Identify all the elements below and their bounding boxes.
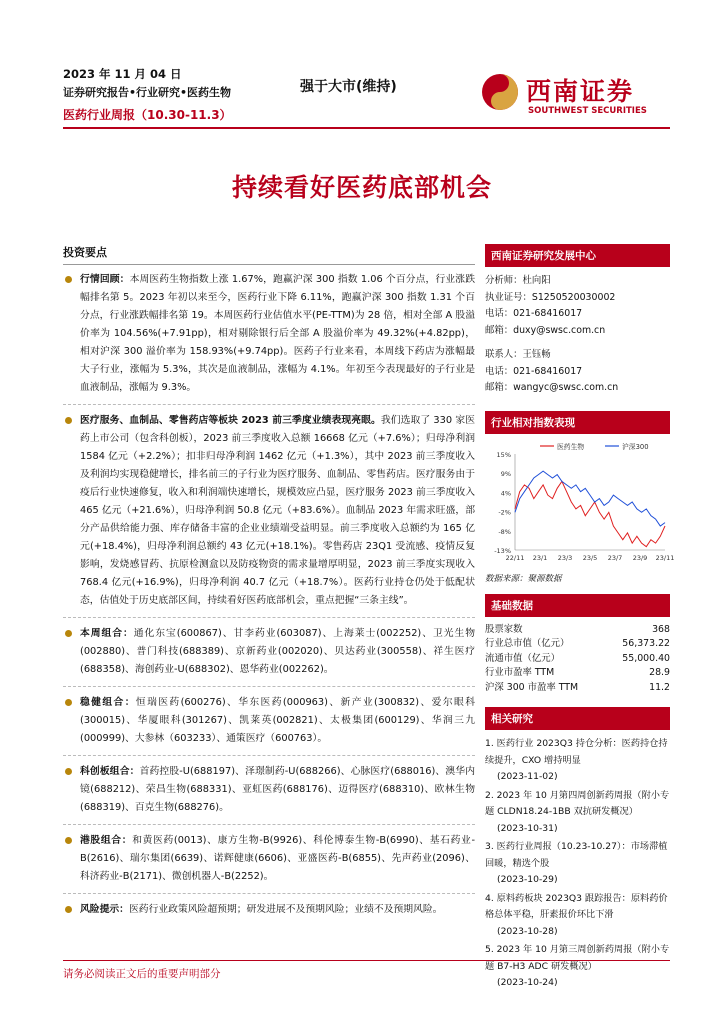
basic-data-value: 28.9 — [649, 667, 670, 678]
logo-text-en: SOUTHWEST SECURITIES — [528, 106, 647, 116]
legend-label: 医药生物 — [557, 442, 585, 451]
report-title: 持续看好医药底部机会 — [231, 173, 492, 202]
bullet-divider — [63, 755, 475, 756]
basic-data-row — [485, 637, 670, 652]
bullet-text: 我们选取了 330 家医药上市公司（包含科创板），2023 前三季度收入总额 16668 亿元（+7.6%）；归母净利润 1584 亿元（+2.2%）；扣非归母净利润 1462 亿元（+1.3%），其中 2023 前三季度收入及利润均实现稳健增长，排名前三的子行业为医疗服务、血制品、零售药店。医疗服务由于疫后行业快速修复，收入和利润端快速增长，规模效应凸显，医疗服务 2023 前三季度收入 465 亿元（+21.6%），归母净利润 50.8 亿元（+83.6%）。血制品 2023 年需求旺盛，部分产品供给能力强、库存储备丰富的企业业绩端受益明显。前三季度收入总额约为 165 亿元(+18.4%)，归母净利润总额约 43 亿元(+18.1%)。零售药店 23Q1 受流感、疫情反复影响，发烧感冒药、抗原检测盒以及防疫物资的需求量增厚明显，2023 前三季度实现收入 768.4 亿元(+16.9%)，归母净利润 40.7 亿元（+18.7%）。医药行业持仓仍处于低配状态，估值处于历史底部区间，持续看好医药底部机会，重点把握“三条主线”。 — [80, 415, 475, 606]
sidebar — [485, 244, 675, 994]
investment-highlights — [63, 244, 475, 926]
basic-data-table — [485, 623, 670, 696]
company-logo — [480, 70, 670, 120]
bullet-dot-icon — [65, 276, 72, 283]
basic-data-key: 行业市盈率 TTM — [485, 667, 555, 678]
basic-data-key: 股票家数 — [485, 623, 523, 635]
related-research-date: (2023-10-28) — [497, 925, 558, 937]
related-research-header: 相关研究 — [485, 707, 670, 730]
bullet-divider — [63, 686, 475, 687]
report-type: 证券研究报告•行业研究•医药生物 — [63, 86, 232, 99]
related-research-list — [485, 736, 670, 992]
basic-data-row — [485, 652, 670, 667]
bullet-item — [63, 271, 475, 397]
related-research-item[interactable] — [485, 839, 670, 889]
contact-email[interactable]: 邮箱：wangyc@swsc.com.cn — [485, 382, 619, 393]
research-center-header: 西南证券研究发展中心 — [485, 244, 670, 267]
bullet-text: 和黄医药(0013)、康方生物-B(9926)、科伦博泰生物-B(6990)、基石药业-B(2616)、瑞尔集团(6639)、诺辉健康(6606)、亚盛医药-B(6855)、先声药业(2096)、科济药业-B(2171)、微创机器人-B(2252)。 — [80, 835, 476, 882]
basic-data-row — [485, 666, 670, 681]
section-title: 投资要点 — [63, 244, 475, 265]
bullet-dot-icon — [65, 417, 72, 424]
x-tick-label: 23/5 — [582, 553, 598, 562]
related-research-title: 2. 2023 年 10 月第四周创新药周报（附小专题 CLDN18.24-1BB 双抗研发概况） — [485, 789, 670, 817]
logo-mark-icon — [480, 72, 520, 112]
analyst-name: 分析师：杜向阳 — [485, 275, 551, 286]
bullet-divider — [63, 824, 475, 825]
bullet-divider — [63, 893, 475, 894]
related-research-item[interactable] — [485, 891, 670, 941]
bullet-item — [63, 901, 475, 919]
analyst-phone: 电话：021-68416017 — [485, 308, 583, 319]
x-tick-label: 23/3 — [557, 553, 573, 562]
bullet-text: 首药控股-U(688197)、泽璟制药-U(688266)、心脉医疗(688016)、澳华内镜(688212)、荣昌生物(688331)、亚虹医药(688176)、迈得医疗(688310)、欧林生物(688319)、百克生物(688276)。 — [80, 766, 476, 813]
bullet-divider — [63, 617, 475, 618]
logo-text-cn: 西南证券 — [526, 77, 635, 106]
bullet-label: 行情回顾： — [80, 274, 130, 285]
bullet-label: 本周组合： — [80, 628, 134, 639]
bullet-label: 医疗服务、血制品、零售药店等板块 2023 前三季度业绩表现亮眼。 — [80, 415, 381, 426]
legend-label: 沪深300 — [622, 442, 649, 451]
related-research-date: (2023-10-24) — [497, 977, 558, 988]
data-source: 数据来源：聚源数据 — [485, 573, 562, 584]
y-tick-label: 15% — [496, 450, 511, 459]
report-date: 2023 年 11 月 04 日 — [63, 67, 182, 81]
x-tick-label: 23/9 — [632, 553, 648, 562]
y-tick-label: -8% — [498, 527, 511, 536]
basic-data-row — [485, 623, 670, 638]
bullet-item — [63, 625, 475, 679]
related-research-item[interactable] — [485, 942, 670, 992]
basic-data-value: 55,000.40 — [622, 652, 670, 664]
bullet-text: 通化东宝(600867)、甘李药业(603087)、上海莱士(002252)、卫光生物(002880)、普门科技(688389)、京新药业(002020)、贝达药业(300558)、祥生医疗(688358)、海创药业-U(688302)、恩华药业(002262)。 — [80, 628, 475, 675]
related-research-date: (2023-10-29) — [497, 874, 558, 885]
relative-index-chart — [485, 440, 675, 570]
bullet-item — [63, 412, 475, 610]
related-research-title: 1. 医药行业 2023Q3 持仓分析：医药持仓持续提升，CXO 增持明显 — [485, 738, 668, 766]
basic-data-key: 行业总市值（亿元） — [485, 638, 570, 649]
bullet-text: 恒瑞医药(600276)、华东医药(000963)、新产业(300832)、爱尔眼科(300015)、华厦眼科(301267)、凯莱英(002821)、太极集团(600129)、华润三九(000999)、大参林（603233）、通策医疗（600763）。 — [80, 697, 475, 744]
header-divider — [63, 127, 670, 129]
bullet-label: 风险提示： — [80, 904, 129, 915]
related-research-title: 5. 2023 年 10 月第三周创新药周报（附小专题 B7-H3 ADC 研发概况） — [485, 944, 670, 972]
y-tick-label: -2% — [498, 508, 511, 517]
report-series: 医药行业周报（10.30-11.3） — [63, 108, 232, 122]
bullet-label: 稳健组合： — [80, 697, 136, 708]
basic-data-value: 11.2 — [649, 681, 670, 693]
bullet-list — [63, 271, 475, 919]
basic-data-header: 基础数据 — [485, 594, 670, 617]
bullet-dot-icon — [65, 837, 72, 844]
y-tick-label: -13% — [494, 546, 511, 555]
analyst-email[interactable]: 邮箱：duxy@swsc.com.cn — [485, 324, 606, 336]
x-tick-label: 22/11 — [505, 553, 525, 562]
contact-phone: 电话：021-68416017 — [485, 365, 583, 377]
bullet-item — [63, 763, 475, 817]
basic-data-row — [485, 681, 670, 696]
series-line-csi300 — [515, 471, 665, 526]
footer-divider — [63, 960, 670, 961]
x-tick-label: 23/11 — [655, 553, 675, 562]
basic-data-value: 368 — [652, 623, 670, 635]
disclaimer-note: 请务必阅读正文后的重要声明部分 — [63, 968, 221, 980]
bullet-dot-icon — [65, 906, 72, 913]
bullet-item — [63, 832, 475, 886]
bullet-text: 本周医药生物指数上涨 1.67%，跑赢沪深 300 指数 1.06 个百分点，行业涨跌幅排名第 5。2023 年初以来至今，医药行业下降 6.11%，跑赢沪深 300 指数 1.31 个百分点，行业涨跌幅排名第 19。本周医药行业估值水平(PE-TTM)为 28 倍，相对全部 A 股溢价率为 104.56%(+7.91pp)，相对剔除银行后全部 A 股溢价率为 49.32%(+4.82pp)，相对沪深 300 溢价率为 158.93%(+9.74pp)。医药子行业来看，本周线下药店为涨幅最大子行业，涨幅为 5.3%，其次是血液制品，涨幅为 4.1%。年初至今表现最好的子行业是血液制品，涨幅为 9.3%。 — [80, 274, 475, 393]
related-research-date: (2023-10-31) — [497, 822, 558, 834]
basic-data-key: 流通市值（亿元） — [485, 652, 561, 664]
basic-data-value: 56,373.22 — [622, 638, 670, 649]
y-tick-label: 9% — [500, 469, 511, 478]
related-research-item[interactable] — [485, 788, 670, 838]
y-tick-label: 4% — [500, 488, 511, 497]
bullet-divider — [63, 404, 475, 405]
bullet-item — [63, 694, 475, 748]
index-chart-header: 行业相对指数表现 — [485, 411, 670, 434]
basic-data-key: 沪深 300 市盈率 TTM — [485, 681, 579, 693]
bullet-dot-icon — [65, 630, 72, 637]
bullet-text: 医药行业政策风险超预期；研发进展不及预期风险；业绩不及预期风险。 — [128, 904, 443, 915]
series-line-pharma — [515, 481, 665, 546]
bullet-label: 港股组合： — [80, 835, 133, 846]
analyst-cert: 执业证号：S1250520030002 — [485, 291, 616, 303]
bullet-dot-icon — [65, 768, 72, 775]
related-research-date: (2023-11-02) — [497, 771, 558, 782]
chart-canvas — [485, 440, 675, 570]
contact-name: 联系人：王钰畅 — [485, 349, 551, 360]
x-tick-label: 23/7 — [607, 553, 623, 562]
related-research-title: 3. 医药行业周报（10.23-10.27）：市场滞植回暖，精选个股 — [485, 841, 668, 869]
x-tick-label: 23/1 — [532, 553, 548, 562]
industry-rating: 强于大市(维持) — [300, 79, 397, 95]
bullet-label: 科创板组合： — [80, 766, 140, 777]
related-research-title: 4. 原料药板块 2023Q3 跟踪报告：原料药价格总体平稳，肝素报价环比下滑 — [485, 892, 668, 920]
related-research-item[interactable] — [485, 736, 670, 786]
bullet-dot-icon — [65, 699, 72, 706]
